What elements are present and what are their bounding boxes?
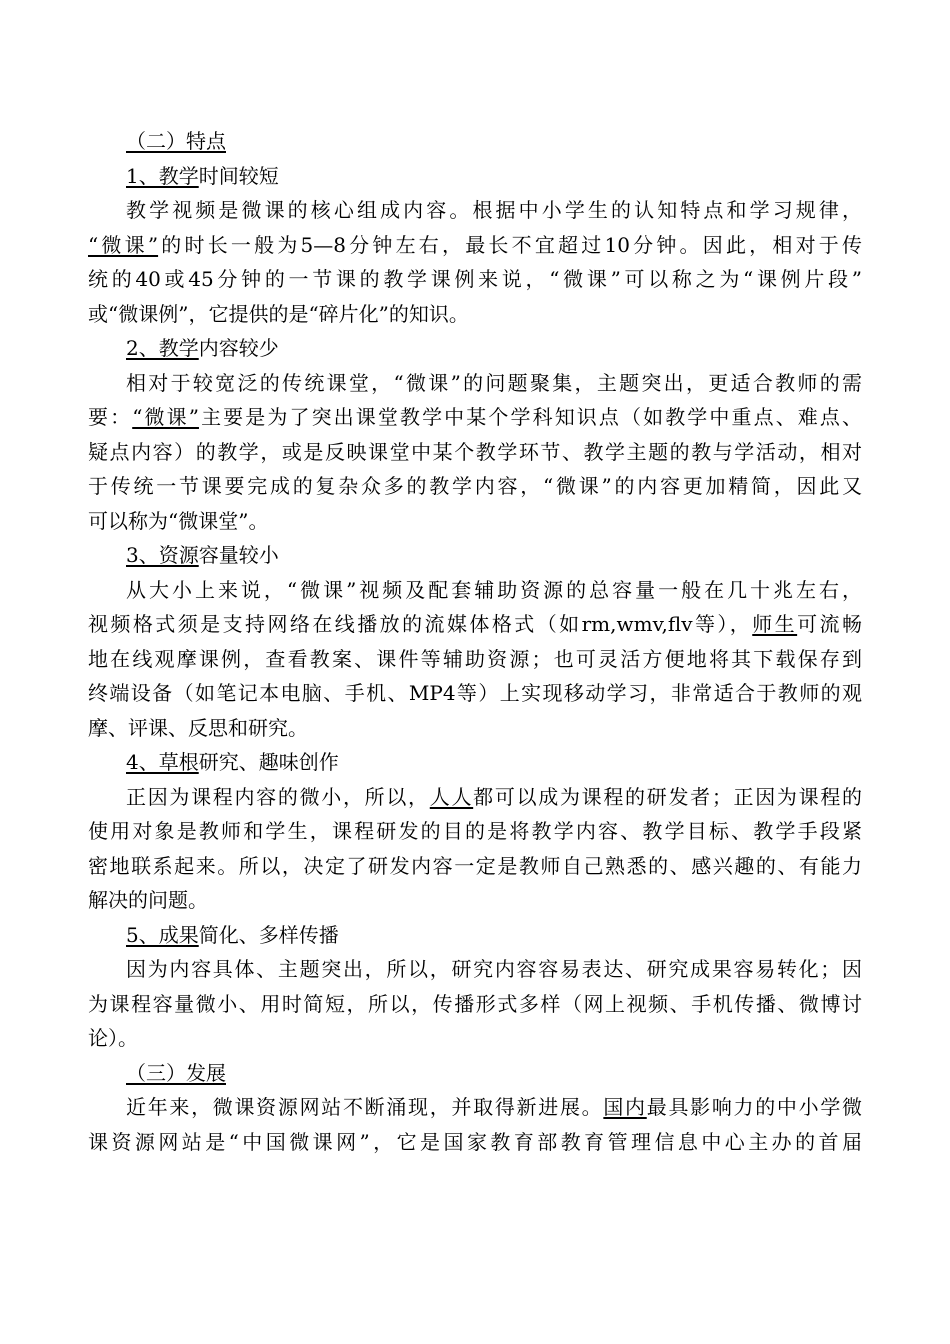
heading-rest: 简化、多样传播 — [198, 922, 339, 947]
text: 地在线观摩课例，查看教案、课件等辅助资源；也可灵活方便地将其下载保存到 — [88, 646, 862, 671]
text: 视频格式须是支持网络在线播放的流媒体格式（如rm,wmv,flv等）， — [88, 612, 753, 636]
paragraph-line — [88, 642, 862, 677]
text: 都可以成为课程的研发者；正因为课程的 — [473, 784, 862, 809]
text: 课资源网站是“中国微课网”，它是国家教育部教育管理信息中心主办的首届 — [88, 1129, 862, 1154]
text: 疑点内容）的教学，或是反映课堂中某个教学环节、教学主题的教与学活动，相对 — [88, 439, 862, 464]
paragraph-line — [88, 814, 862, 849]
paragraph-line — [88, 228, 862, 263]
paragraph-line — [88, 711, 862, 746]
paragraph-line — [88, 987, 862, 1022]
heading-rest: 内容较少 — [198, 336, 279, 360]
heading-underlined: 4、草根 — [126, 750, 199, 774]
paragraph-line — [88, 1090, 862, 1125]
text: 使用对象是教师和学生，课程研发的目的是将教学内容、教学目标、教学手段紧 — [88, 819, 862, 843]
text: 或“微课例”，它提供的是“碎片化”的知识。 — [88, 301, 469, 326]
text: 从大小上来说，“微课”视频及配套辅助资源的总容量一般在几十兆左右， — [126, 577, 862, 602]
paragraph-line — [88, 676, 862, 711]
paragraph-line — [88, 573, 862, 608]
feature-heading-4 — [88, 745, 862, 780]
text: 相对于较宽泛的传统课堂，“微课”的问题聚集，主题突出，更适合教师的需 — [126, 370, 862, 395]
heading-rest: 时间较短 — [198, 163, 279, 188]
section-heading-features — [88, 124, 862, 159]
text: 可流畅 — [797, 612, 862, 636]
paragraph-line — [88, 883, 862, 918]
feature-heading-1 — [88, 159, 862, 194]
paragraph-line — [88, 469, 862, 504]
heading-text: （三）发展 — [126, 1060, 226, 1085]
paragraph-line — [88, 780, 862, 815]
text: 终端设备（如笔记本电脑、手机、MP4等）上实现移动学习，非常适合于教师的观 — [88, 681, 862, 705]
heading-text: （二）特点 — [126, 129, 226, 153]
text: 最具影响力的中小学微 — [646, 1095, 862, 1119]
text: 的时长一般为5—8分钟左右，最长不宜超过10分钟。因此，相对于传 — [158, 232, 862, 257]
text-underlined: 人人 — [429, 784, 474, 809]
text: 可以称为“微课堂”。 — [88, 508, 269, 533]
paragraph-line — [88, 1125, 862, 1160]
text-underlined: 国内 — [603, 1095, 647, 1119]
text: 统的40或45分钟的一节课的教学课例来说，“微课”可以称之为“课例片段” — [88, 267, 862, 291]
paragraph-line — [88, 504, 862, 539]
paragraph-line — [88, 193, 862, 228]
feature-heading-2 — [88, 331, 862, 366]
paragraph-line — [88, 262, 862, 297]
text: 教学视频是微课的核心组成内容。根据中小学生的认知特点和学习规律， — [126, 198, 862, 222]
paragraph-line — [88, 297, 862, 332]
feature-heading-5 — [88, 918, 862, 953]
paragraph-line — [88, 435, 862, 470]
heading-underlined: 5、成果 — [126, 922, 199, 947]
text: 近年来，微课资源网站不断涌现，并取得新进展。 — [126, 1095, 604, 1119]
text: 为课程容量微小、用时简短，所以，传播形式多样（网上视频、手机传播、微博讨 — [88, 991, 862, 1016]
text-underlined: 师生 — [752, 612, 798, 636]
paragraph-line — [88, 607, 862, 642]
text: 摩、评课、反思和研究。 — [88, 715, 308, 740]
paragraph-line — [88, 849, 862, 884]
text: 解决的问题。 — [88, 888, 208, 912]
text: 因为内容具体、主题突出，所以，研究内容容易表达、研究成果容易转化；因 — [126, 957, 862, 981]
text: 论）。 — [88, 1026, 138, 1050]
paragraph-line — [88, 1021, 862, 1056]
heading-underlined: 1、教学 — [126, 163, 199, 188]
feature-heading-3 — [88, 538, 862, 573]
paragraph-line — [88, 366, 862, 401]
paragraph-line — [88, 952, 862, 987]
paragraph-line — [88, 400, 862, 435]
text: 于传统一节课要完成的复杂众多的教学内容，“微课”的内容更加精简，因此又 — [88, 474, 862, 498]
text: 正因为课程内容的微小，所以， — [126, 784, 430, 809]
text: 主要是为了突出课堂教学中某个学科知识点（如教学中重点、难点、 — [198, 405, 862, 429]
heading-rest: 容量较小 — [198, 543, 279, 567]
text-underlined: “微课” — [132, 405, 199, 429]
heading-underlined: 3、资源 — [126, 543, 199, 567]
heading-rest: 研究、趣味创作 — [198, 750, 339, 774]
text-underlined: “微课” — [88, 232, 159, 257]
section-heading-development — [88, 1056, 862, 1091]
text: 要： — [88, 405, 133, 429]
text: 密地联系起来。所以，决定了研发内容一定是教师自己熟悉的、感兴趣的、有能力 — [88, 853, 862, 878]
heading-underlined: 2、教学 — [126, 336, 199, 360]
